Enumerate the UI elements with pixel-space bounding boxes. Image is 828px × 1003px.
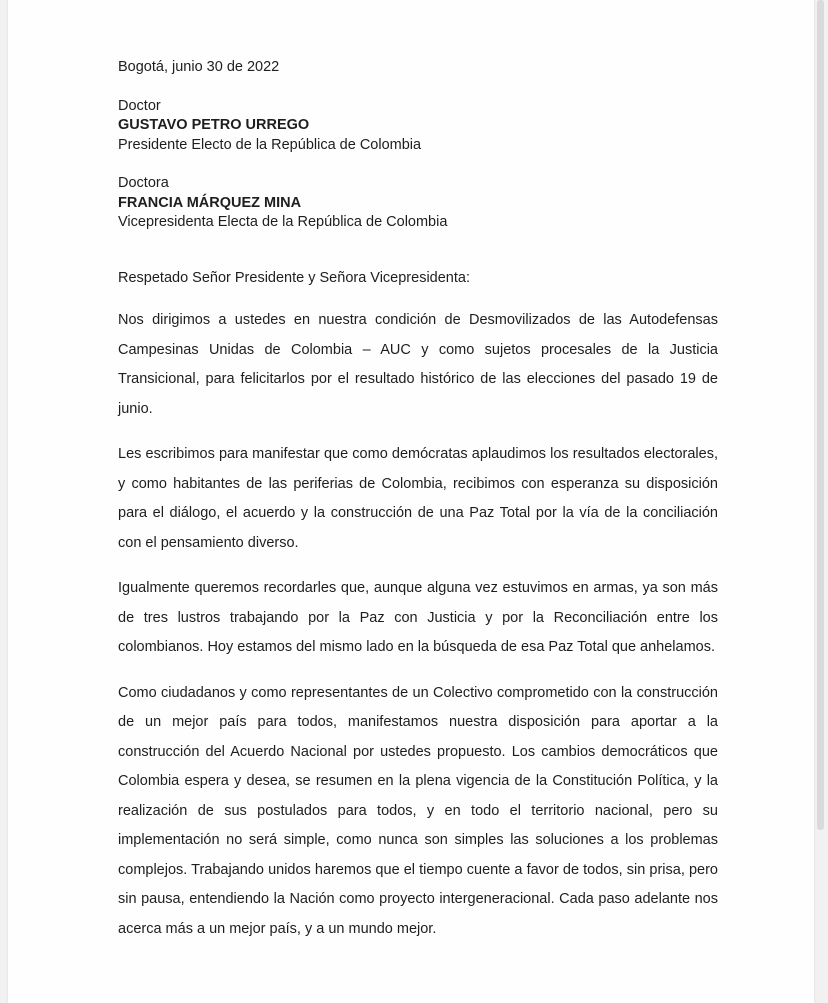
recipient-block-president [118,97,718,156]
letter-greeting: Respetado Señor Presidente y Señora Vicepresidenta: [118,269,470,286]
letter-body [118,58,718,944]
paragraph: Les escribimos para manifestar que como demócratas aplaudimos los resultados electorales, y como habitantes de las periferias de Colombia, recibimos con esperanza su disposición para el diálogo, el acuerdo y la construcción de una Paz Total por la vía de la conciliación con el pensamiento diverso. [118,446,718,551]
document-page [8,0,814,1003]
recipient-salutation: Doctora [118,175,169,191]
paragraph: Nos dirigimos a ustedes en nuestra condición de Desmovilizados de las Autodefensas Campesinas Unidas de Colombia – AUC y como sujetos procesales de la Justicia Transicional, para felicitarlos por el resultado histórico de las elecciones del pasado 19 de junio. [118,312,718,417]
recipient-title: Vicepresidenta Electa de la República de Colombia [118,214,448,230]
recipient-title: Presidente Electo de la República de Colombia [118,136,422,153]
paragraph: Como ciudadanos y como representantes de un Colectivo comprometido con la construcción de un mejor país para todos, manifestamos nuestra disposición para aportar a la construcción del Acuerdo Nacional por ustedes propuesto. Los cambios democráticos que Colombia espera y desea, se resumen en la plena vigencia de la Constitución Política, y la realización de sus postulados para todos, y en todo el territorio nacional, pero su implementación no será simple, como nunca son simples las soluciones a los problemas complejos. Trabajando unidos haremos que el tiempo cuente a favor de todos, sin prisa, pero sin pausa, entendiendo la Nación como proyecto intergeneracional. Cada paso adelante nos acerca más a un mejor país, y a un mundo mejor. [118,684,718,937]
paragraph: Igualmente queremos recordarles que, aunque alguna vez estuvimos en armas, ya son más de tres lustros trabajando por la Paz con Justicia y por la Reconciliación entre los colombianos. Hoy estamos del mismo lado en la búsqueda de esa Paz Total que anhelamos. [118,580,718,655]
letter-date: Bogotá, junio 30 de 2022 [118,59,280,75]
recipient-block-vicepresident [118,174,718,233]
recipient-name: GUSTAVO PETRO URREGO [118,117,310,133]
recipient-salutation: Doctor [118,97,161,114]
scrollbar[interactable] [817,0,824,830]
recipient-name: FRANCIA MÁRQUEZ MINA [118,194,302,211]
